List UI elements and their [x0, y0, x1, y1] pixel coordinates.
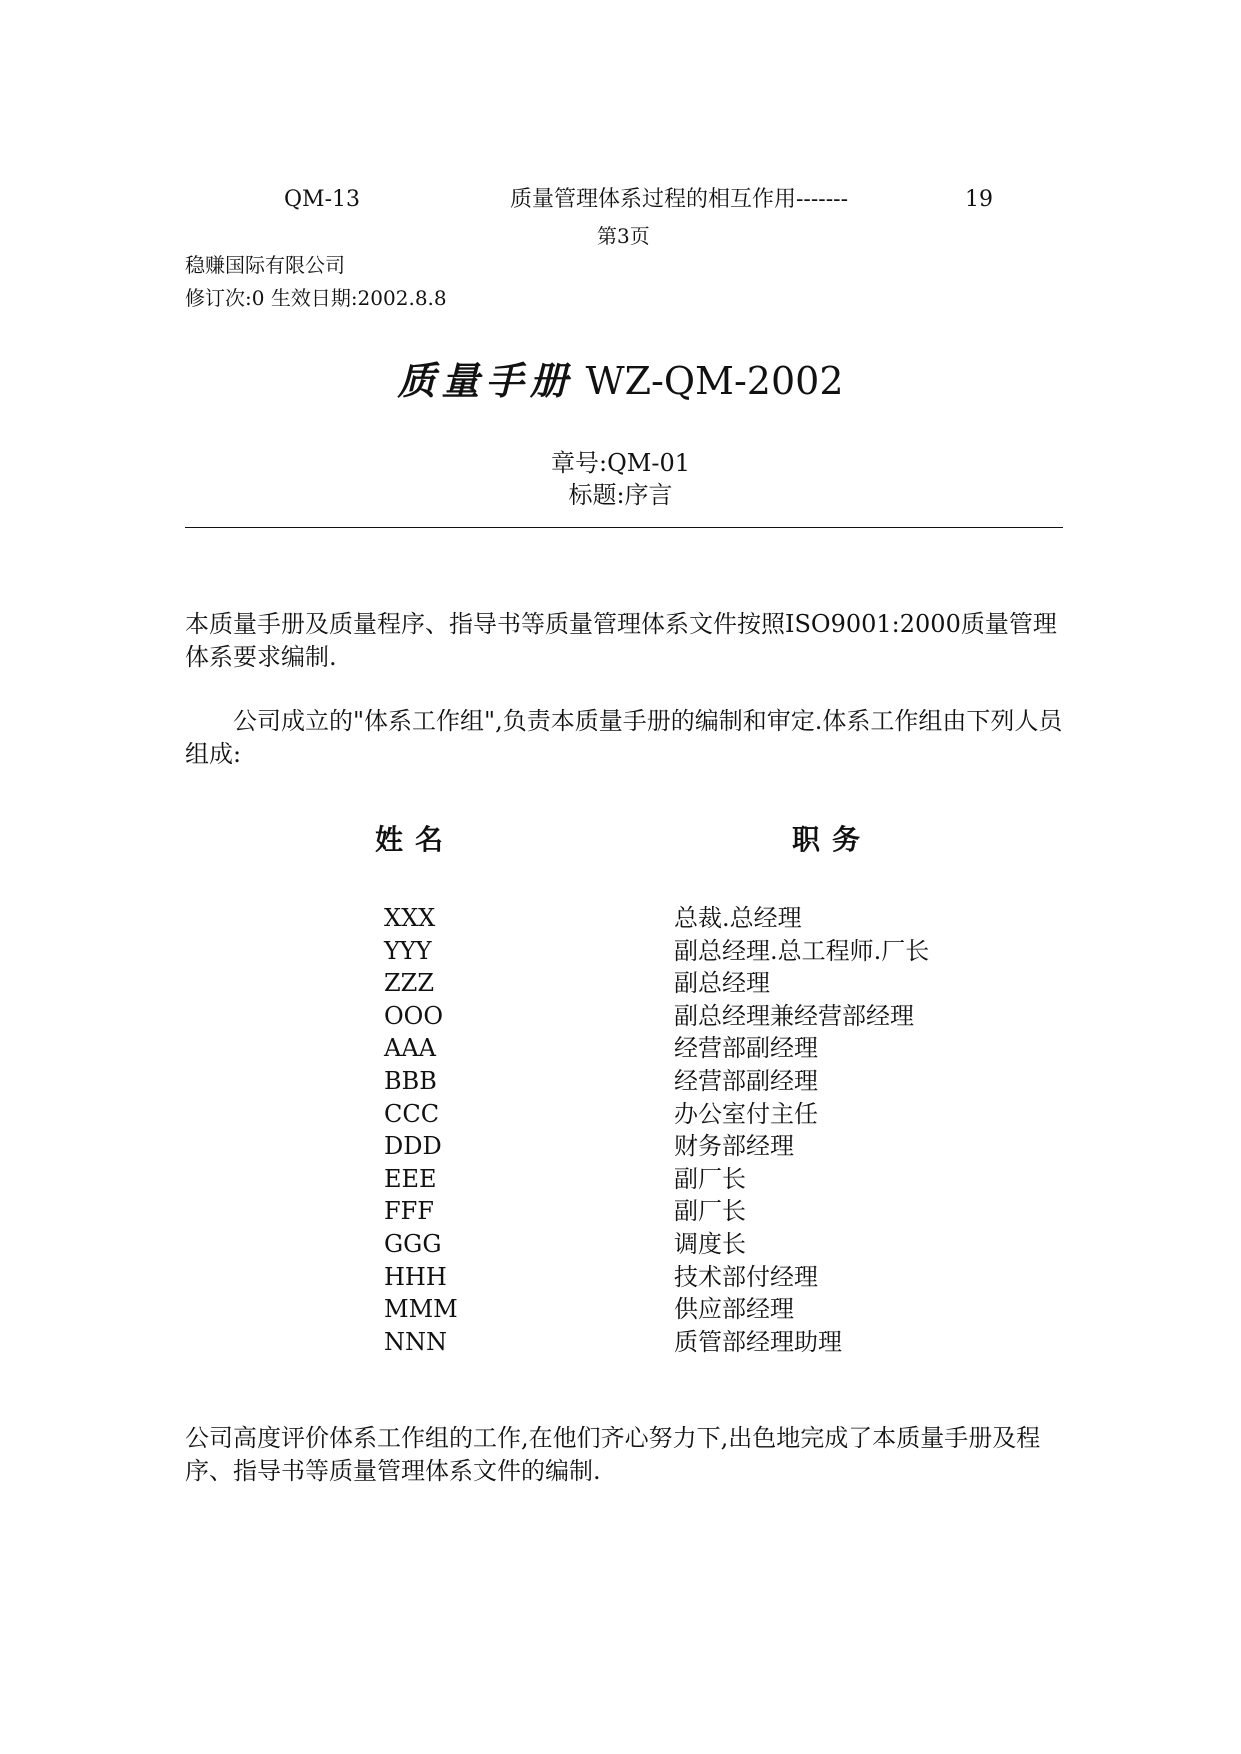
- staff-row: [384, 1032, 984, 1065]
- staff-role: 副总经理.总工程师.厂长: [674, 936, 930, 965]
- document-title-code: WZ-QM-2002: [585, 359, 844, 403]
- header-number: 19: [965, 187, 993, 212]
- role-column-header: 职务: [792, 823, 873, 856]
- staff-role: 副总经理: [674, 969, 770, 998]
- staff-row: [384, 1000, 984, 1033]
- name-column-header: 姓名: [375, 823, 456, 856]
- staff-row: [384, 1130, 984, 1163]
- company-name: 稳赚国际有限公司: [185, 253, 345, 277]
- staff-role: 副总经理兼经营部经理: [674, 1001, 914, 1030]
- header-code: QM-13: [284, 187, 360, 212]
- staff-row: [384, 1163, 984, 1196]
- staff-name: AAA: [384, 1034, 436, 1063]
- staff-role: 副厂长: [674, 1197, 746, 1226]
- staff-row: [384, 967, 984, 1000]
- staff-name: OOO: [384, 1001, 444, 1030]
- chapter-title: 标题:序言: [568, 481, 673, 509]
- staff-name: BBB: [384, 1066, 437, 1095]
- staff-role: 经营部副经理: [674, 1066, 818, 1095]
- page-number: 第3页: [597, 224, 650, 248]
- document-title: [0, 358, 1241, 404]
- header-title: 质量管理体系过程的相互作用-------: [510, 187, 849, 212]
- staff-name: ZZZ: [384, 969, 435, 998]
- staff-row: [384, 1326, 984, 1359]
- staff-row: [384, 1195, 984, 1228]
- staff-role: 调度长: [674, 1229, 746, 1258]
- revision-info: 修订次:0 生效日期:2002.8.8: [185, 286, 447, 310]
- staff-role: 经营部副经理: [674, 1034, 818, 1063]
- staff-row: [384, 902, 984, 935]
- staff-role: 副厂长: [674, 1164, 746, 1193]
- staff-row: [384, 1261, 984, 1294]
- intro-paragraph: 本质量手册及质量程序、指导书等质量管理体系文件按照ISO9001:2000质量管理体系要求编制.: [185, 610, 1057, 671]
- staff-row: [384, 935, 984, 968]
- chapter-number: 章号:QM-01: [551, 449, 690, 477]
- staff-row: [384, 1098, 984, 1131]
- staff-role: 供应部经理: [674, 1295, 794, 1324]
- staff-role: 总裁.总经理: [674, 904, 802, 932]
- staff-name: EEE: [384, 1164, 437, 1193]
- closing-paragraph: 公司高度评价体系工作组的工作,在他们齐心努力下,出色地完成了本质量手册及程序、指导书等质量管理体系文件的编制.: [185, 1424, 1041, 1485]
- staff-name: XXX: [384, 904, 436, 932]
- document-title-cn: 质量手册: [397, 358, 574, 403]
- staff-row: [384, 1293, 984, 1326]
- staff-name: GGG: [384, 1229, 442, 1258]
- staff-name: FFF: [384, 1197, 434, 1226]
- staff-list: [384, 902, 984, 1358]
- header-divider: [185, 527, 1063, 528]
- working-group-paragraph: 公司成立的"体系工作组",负责本质量手册的编制和审定.体系工作组由下列人员组成:: [185, 707, 1063, 768]
- staff-name: NNN: [384, 1327, 447, 1356]
- staff-name: YYY: [384, 936, 432, 965]
- staff-name: DDD: [384, 1132, 442, 1161]
- staff-role: 办公室付主任: [674, 1099, 818, 1128]
- staff-role: 技术部付经理: [674, 1262, 818, 1291]
- staff-name: CCC: [384, 1099, 440, 1128]
- staff-row: [384, 1228, 984, 1261]
- staff-name: HHH: [384, 1262, 447, 1291]
- staff-name: MMM: [384, 1295, 458, 1324]
- staff-role: 质管部经理助理: [674, 1327, 842, 1356]
- staff-role: 财务部经理: [674, 1132, 794, 1161]
- staff-row: [384, 1065, 984, 1098]
